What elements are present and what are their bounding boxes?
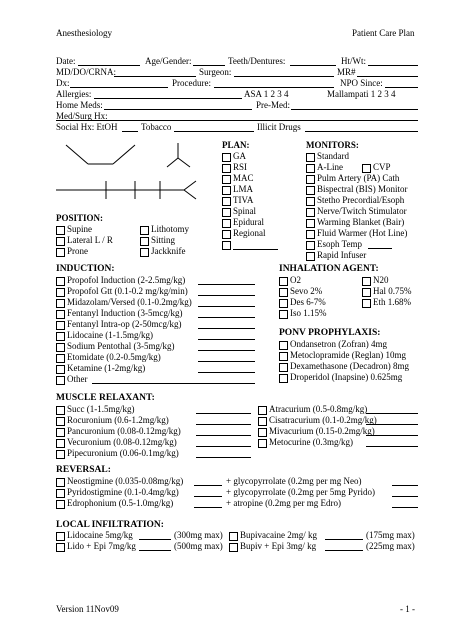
monitor-rapid-infuser-checkbox[interactable] bbox=[306, 252, 315, 261]
inhal-eth-label: Eth 1.68% bbox=[373, 297, 411, 307]
plan-lma-checkbox[interactable] bbox=[222, 186, 231, 195]
induction-checkbox[interactable] bbox=[56, 288, 65, 297]
muscle-checkbox[interactable] bbox=[56, 417, 65, 426]
mallampati-class[interactable]: Mallampati 1 2 3 4 bbox=[327, 89, 396, 99]
reversal-dose-field[interactable] bbox=[194, 507, 222, 508]
inhal-n20-checkbox[interactable] bbox=[362, 277, 371, 286]
induction-checkbox[interactable] bbox=[56, 376, 65, 385]
position-jackknife-label: Jackknife bbox=[151, 246, 186, 256]
header-department: Anesthesiology bbox=[56, 28, 112, 38]
reversal-drug-label: Neostigmine (0.035-0.08mg/kg) bbox=[67, 476, 184, 486]
muscle-dose-field[interactable] bbox=[366, 435, 418, 436]
induction-checkbox[interactable] bbox=[56, 354, 65, 363]
plan-epidural-checkbox[interactable] bbox=[222, 219, 231, 228]
inhal-hal-checkbox[interactable] bbox=[362, 288, 371, 297]
muscle-title: MUSCLE RELAXANT: bbox=[56, 393, 155, 403]
age-gender-label: Age/Gender: bbox=[145, 56, 192, 66]
local-lido-epi-label: Lido + Epi 7mg/kg bbox=[67, 541, 136, 551]
plan-spinal-checkbox[interactable] bbox=[222, 208, 231, 217]
muscle-checkbox[interactable] bbox=[258, 417, 267, 426]
date-label: Date: bbox=[56, 56, 76, 66]
position-lateral-checkbox[interactable] bbox=[56, 237, 65, 246]
induction-dose-field[interactable] bbox=[198, 284, 255, 285]
position-prone-label: Prone bbox=[67, 246, 88, 256]
plan-other-field[interactable] bbox=[233, 249, 278, 250]
muscle-label: Cisatracurium (0.1-0.2mg/kg) bbox=[269, 415, 377, 425]
muscle-checkbox[interactable] bbox=[258, 428, 267, 437]
monitor-pa-cath-label: Pulm Artery (PA) Cath bbox=[317, 173, 400, 183]
reversal-checkbox[interactable] bbox=[56, 500, 65, 509]
muscle-label: Pancuronium (0.08-0.12mg/kg) bbox=[67, 426, 181, 436]
induction-dose-field[interactable] bbox=[198, 361, 255, 362]
monitor-standard-label: Standard bbox=[317, 151, 349, 161]
muscle-label: Rocuronium (0.6-1.2mg/kg) bbox=[67, 415, 169, 425]
plan-ga-checkbox[interactable] bbox=[222, 153, 231, 162]
muscle-checkbox[interactable] bbox=[56, 406, 65, 415]
induction-dose-field[interactable] bbox=[198, 372, 255, 373]
monitor-warming-label: Warming Blanket (Bair) bbox=[317, 217, 405, 227]
plan-mac-checkbox[interactable] bbox=[222, 175, 231, 184]
local-lido-epi-field[interactable] bbox=[139, 550, 171, 551]
muscle-dose-field[interactable] bbox=[196, 435, 251, 436]
reversal-adjunct-field[interactable] bbox=[392, 485, 418, 486]
monitor-aline-label: A-Line bbox=[317, 162, 343, 172]
position-lithotomy-checkbox[interactable] bbox=[140, 226, 149, 235]
reversal-drug-label: Edrophonium (0.5-1.0mg/kg) bbox=[67, 498, 174, 508]
induction-title: INDUCTION: bbox=[56, 264, 115, 274]
induction-dose-field[interactable] bbox=[198, 328, 255, 329]
position-lithotomy-label: Lithotomy bbox=[151, 224, 189, 234]
local-bupiv-epi-label: Bupiv + Epi 3mg/ kg bbox=[240, 541, 317, 551]
header-form-title: Patient Care Plan bbox=[352, 28, 415, 38]
social-hx-label: Social Hx: EtOH bbox=[56, 122, 118, 132]
induction-checkbox[interactable] bbox=[56, 310, 65, 319]
induction-label: Fentanyl Intra-op (2-50mcg/kg) bbox=[67, 319, 182, 329]
reversal-adjunct-label: + glycopyrrolate (0.2mg per mg Neo) bbox=[226, 476, 362, 486]
muscle-dose-field[interactable] bbox=[366, 424, 418, 425]
muscle-label: Atracurium (0.5-0.8mg/kg) bbox=[269, 404, 368, 414]
reversal-adjunct-label: + glycopyrrolate (0.2mg per 5mg Pyrido) bbox=[226, 487, 376, 497]
monitor-nerve-label: Nerve/Twitch Stimulator bbox=[317, 206, 407, 216]
plan-other-checkbox[interactable] bbox=[222, 241, 231, 250]
ponv-dexamethasone-checkbox[interactable] bbox=[279, 363, 288, 372]
ponv-droperidol-checkbox[interactable] bbox=[279, 374, 288, 383]
induction-label: Propofol Induction (2-2.5mg/kg) bbox=[67, 275, 186, 285]
inhalation-title: INHALATION AGENT: bbox=[279, 264, 379, 274]
position-supine-checkbox[interactable] bbox=[56, 226, 65, 235]
ponv-dexamethasone-label: Dexamethasone (Decadron) 8mg bbox=[290, 361, 409, 371]
inhal-o2-checkbox[interactable] bbox=[279, 277, 288, 286]
induction-dose-field[interactable] bbox=[198, 317, 255, 318]
muscle-label: Vecuronium (0.08-0.12mg/kg) bbox=[67, 437, 177, 447]
local-lidocaine-field[interactable] bbox=[139, 539, 171, 540]
muscle-dose-field[interactable] bbox=[366, 413, 418, 414]
inhal-n20-label: N20 bbox=[373, 275, 389, 285]
allergies-label: Allergies: bbox=[56, 89, 92, 99]
monitor-fluid-warmer-label: Fluid Warmer (Hot Line) bbox=[317, 228, 408, 238]
plan-lma-label: LMA bbox=[233, 184, 253, 194]
inhal-o2-label: O2 bbox=[290, 275, 301, 285]
pre-med-label: Pre-Med: bbox=[256, 100, 290, 110]
monitor-standard-checkbox[interactable] bbox=[306, 153, 315, 162]
induction-checkbox[interactable] bbox=[56, 277, 65, 286]
plan-regional-checkbox[interactable] bbox=[222, 230, 231, 239]
dx-label: Dx: bbox=[56, 78, 70, 88]
monitor-stetho-checkbox[interactable] bbox=[306, 197, 315, 206]
reversal-adjunct-label: + atropine (0.2mg per mg Edro) bbox=[226, 498, 342, 508]
reversal-dose-field[interactable] bbox=[194, 485, 222, 486]
md-label: MD/DO/CRNA: bbox=[56, 67, 117, 77]
monitor-cvp-label: CVP bbox=[373, 162, 391, 172]
muscle-checkbox[interactable] bbox=[56, 450, 65, 459]
plan-title: PLAN: bbox=[222, 140, 250, 150]
muscle-dose-field[interactable] bbox=[196, 446, 251, 447]
induction-label: Lidocaine (1-1.5mg/kg) bbox=[67, 330, 153, 340]
monitor-stetho-label: Stetho Precordial/Esoph bbox=[317, 195, 405, 205]
reversal-adjunct-field[interactable] bbox=[392, 496, 418, 497]
muscle-checkbox[interactable] bbox=[258, 406, 267, 415]
local-lido-epi-checkbox[interactable] bbox=[56, 543, 65, 552]
monitor-esoph-temp-label: Esoph Temp bbox=[317, 239, 362, 249]
ponv-droperidol-label: Droperidol (Inapsine) 0.625mg bbox=[290, 372, 403, 382]
muscle-label: Metocurine (0.3mg/kg) bbox=[269, 437, 353, 447]
induction-label: Other bbox=[67, 374, 88, 384]
monitor-bis-label: Bispectral (BIS) Monitor bbox=[317, 184, 408, 194]
monitor-fluid-warmer-checkbox[interactable] bbox=[306, 230, 315, 239]
plan-rsi-label: RSI bbox=[233, 162, 248, 172]
ponv-metoclopramide-checkbox[interactable] bbox=[279, 352, 288, 361]
teeth-dentures-label: Teeth/Dentures: bbox=[228, 56, 286, 66]
position-title: POSITION: bbox=[56, 213, 104, 223]
tobacco-label: Tobacco bbox=[141, 122, 172, 132]
home-meds-label: Home Meds: bbox=[56, 100, 103, 110]
muscle-dose-field[interactable] bbox=[196, 413, 251, 414]
ponv-ondansetron-label: Ondansetron (Zofran) 4mg bbox=[290, 339, 387, 349]
inhal-des-label: Des 6-7% bbox=[290, 297, 326, 307]
plan-rsi-checkbox[interactable] bbox=[222, 164, 231, 173]
position-jackknife-checkbox[interactable] bbox=[140, 248, 149, 257]
position-prone-checkbox[interactable] bbox=[56, 248, 65, 257]
local-lido-epi-max: (500mg max) bbox=[174, 541, 223, 551]
position-lateral-label: Lateral L / R bbox=[67, 235, 113, 245]
monitor-bis-checkbox[interactable] bbox=[306, 186, 315, 195]
local-bupiv-epi-checkbox[interactable] bbox=[229, 543, 238, 552]
induction-checkbox[interactable] bbox=[56, 365, 65, 374]
muscle-label: Mivacurium (0.15-0.2mg/kg) bbox=[269, 426, 375, 436]
local-bupivacaine-label: Bupivacaine 2mg/ kg bbox=[240, 530, 317, 540]
monitors-title: MONITORS: bbox=[306, 140, 359, 150]
plan-tiva-label: TIVA bbox=[233, 195, 254, 205]
inhal-sevo-label: Sevo 2% bbox=[290, 286, 323, 296]
ponv-metoclopramide-label: Metoclopramide (Reglan) 10mg bbox=[290, 350, 406, 360]
monitor-nerve-checkbox[interactable] bbox=[306, 208, 315, 217]
plan-epidural-label: Epidural bbox=[233, 217, 264, 227]
position-supine-label: Supine bbox=[67, 224, 93, 234]
plan-mac-label: MAC bbox=[233, 173, 254, 183]
local-lidocaine-label: Lidocaine 5mg/kg bbox=[67, 530, 133, 540]
local-bupiv-epi-max: (225mg max) bbox=[366, 541, 415, 551]
local-lidocaine-checkbox[interactable] bbox=[56, 532, 65, 541]
mr-label: MR# bbox=[337, 67, 356, 77]
local-lidocaine-max: (300mg max) bbox=[174, 530, 223, 540]
procedure-label: Procedure: bbox=[172, 78, 211, 88]
plan-spinal-label: Spinal bbox=[233, 206, 257, 216]
reversal-dose-field[interactable] bbox=[194, 496, 222, 497]
ht-wt-label: Ht/Wt: bbox=[341, 56, 366, 66]
induction-label: Propofol Gtt (0.1-0.2 mg/kg/min) bbox=[67, 286, 188, 296]
induction-dose-field[interactable] bbox=[198, 306, 255, 307]
muscle-label: Succ (1-1.5mg/kg) bbox=[67, 404, 135, 414]
surgeon-label: Surgeon: bbox=[199, 67, 232, 77]
inhal-hal-label: Hal 0.75% bbox=[373, 286, 412, 296]
reversal-title: REVERSAL: bbox=[56, 465, 111, 475]
muscle-dose-field[interactable] bbox=[196, 457, 251, 458]
muscle-checkbox[interactable] bbox=[56, 428, 65, 437]
reversal-checkbox[interactable] bbox=[56, 489, 65, 498]
induction-label: Ketamine (1-2mg/kg) bbox=[67, 363, 146, 373]
plan-tiva-checkbox[interactable] bbox=[222, 197, 231, 206]
muscle-dose-field[interactable] bbox=[196, 424, 251, 425]
inhal-iso-checkbox[interactable] bbox=[279, 310, 288, 319]
asa-class[interactable]: ASA 1 2 3 4 bbox=[244, 89, 289, 99]
muscle-dose-field[interactable] bbox=[366, 446, 418, 447]
monitor-rapid-infuser-label: Rapid Infuser bbox=[317, 250, 367, 260]
induction-dose-field[interactable] bbox=[198, 295, 255, 296]
muscle-checkbox[interactable] bbox=[258, 439, 267, 448]
inhal-des-checkbox[interactable] bbox=[279, 299, 288, 308]
local-title: LOCAL INFILTRATION: bbox=[56, 520, 164, 530]
ponv-ondansetron-checkbox[interactable] bbox=[279, 341, 288, 350]
monitor-pa-cath-checkbox[interactable] bbox=[306, 175, 315, 184]
induction-label: Etomidate (0.2-0.5mg/kg) bbox=[67, 352, 161, 362]
footer-version: Version 11Nov09 bbox=[56, 604, 119, 614]
induction-label: Midazolam/Versed (0.1-0.2mg/kg) bbox=[67, 297, 192, 307]
induction-label: Sodium Pentothal (3-5mg/kg) bbox=[67, 341, 175, 351]
reversal-adjunct-field[interactable] bbox=[392, 507, 418, 508]
induction-checkbox[interactable] bbox=[56, 299, 65, 308]
monitor-cvp-checkbox[interactable] bbox=[362, 164, 371, 173]
local-bupivacaine-field[interactable] bbox=[325, 539, 363, 540]
monitor-warming-checkbox[interactable] bbox=[306, 219, 315, 228]
monitor-aline-checkbox[interactable] bbox=[306, 164, 315, 173]
med-surg-label: Med/Surg Hx: bbox=[56, 111, 108, 121]
reversal-drug-label: Pyridostigmine (0.1-0.4mg/kg) bbox=[67, 487, 179, 497]
ponv-title: PONV PROPHYLAXIS: bbox=[279, 328, 381, 338]
local-bupivacaine-checkbox[interactable] bbox=[229, 532, 238, 541]
local-bupivacaine-max: (175mg max) bbox=[366, 530, 415, 540]
induction-checkbox[interactable] bbox=[56, 343, 65, 352]
muscle-checkbox[interactable] bbox=[56, 439, 65, 448]
inhal-iso-label: Iso 1.15% bbox=[290, 308, 327, 318]
reversal-checkbox[interactable] bbox=[56, 478, 65, 487]
plan-regional-label: Regional bbox=[233, 228, 266, 238]
position-sitting-label: Sitting bbox=[151, 235, 176, 245]
induction-dose-field[interactable] bbox=[198, 350, 255, 351]
position-sitting-checkbox[interactable] bbox=[140, 237, 149, 246]
local-bupiv-epi-field[interactable] bbox=[325, 550, 363, 551]
esoph-temp-field[interactable] bbox=[368, 248, 392, 249]
footer-page-number: - 1 - bbox=[400, 604, 415, 614]
induction-checkbox[interactable] bbox=[56, 321, 65, 330]
induction-dose-field[interactable] bbox=[92, 383, 255, 384]
illicit-drugs-label: Illicit Drugs bbox=[257, 122, 301, 132]
npo-label: NPO Since: bbox=[340, 78, 383, 88]
plan-ga-label: GA bbox=[233, 151, 246, 161]
monitor-esoph-temp-checkbox[interactable] bbox=[306, 241, 315, 250]
muscle-label: Pipecuronium (0.06-0.1mg/kg) bbox=[67, 448, 179, 458]
induction-dose-field[interactable] bbox=[198, 339, 255, 340]
inhal-sevo-checkbox[interactable] bbox=[279, 288, 288, 297]
induction-checkbox[interactable] bbox=[56, 332, 65, 341]
induction-label: Fentanyl Induction (3-5mcg/kg) bbox=[67, 308, 183, 318]
inhal-eth-checkbox[interactable] bbox=[362, 299, 371, 308]
